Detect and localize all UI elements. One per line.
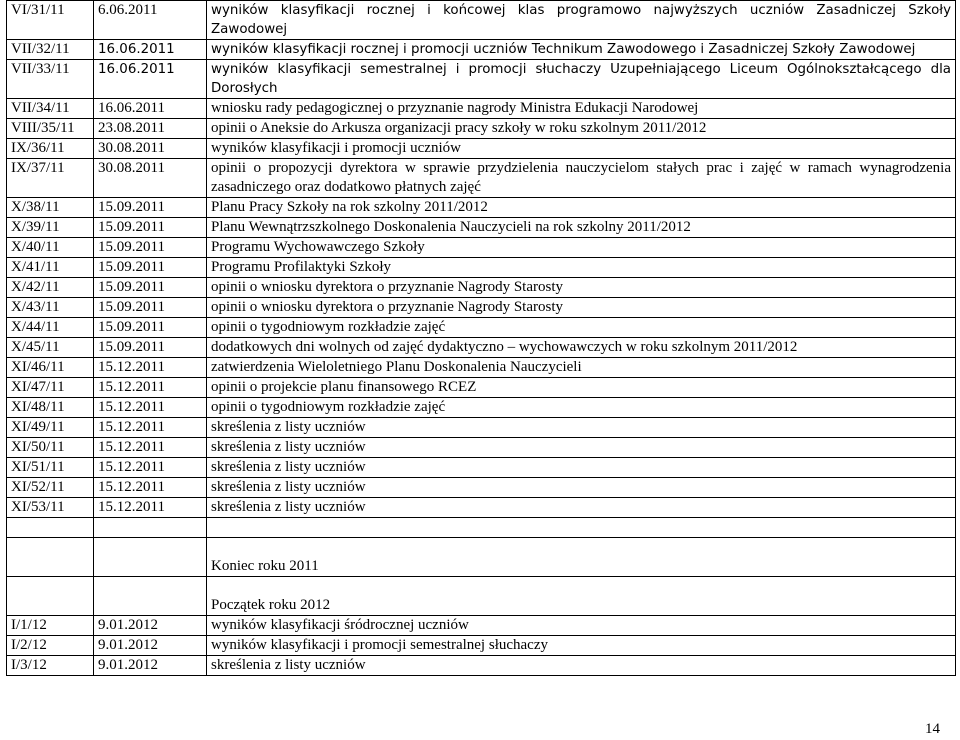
resolution-number: I/3/12 <box>7 656 94 676</box>
table-row <box>7 139 956 159</box>
resolution-number: XI/53/11 <box>7 498 94 518</box>
resolution-number: VII/34/11 <box>7 99 94 119</box>
resolution-number: X/45/11 <box>7 338 94 358</box>
resolution-number: VII/32/11 <box>7 40 94 60</box>
table-body-2011 <box>7 1 956 518</box>
table-row <box>7 1 956 40</box>
resolution-number: XI/52/11 <box>7 478 94 498</box>
resolution-subject: wyników klasyfikacji semestralnej i promocji słuchaczy Uzupełniającego Liceum Ogólnokształcącego dla Dorosłych <box>207 60 956 99</box>
resolution-number: XI/50/11 <box>7 438 94 458</box>
resolution-date: 9.01.2012 <box>94 656 207 676</box>
resolution-date: 15.12.2011 <box>94 458 207 478</box>
resolution-subject: opinii o tygodniowym rozkładzie zajęć <box>207 318 956 338</box>
resolution-date: 16.06.2011 <box>94 99 207 119</box>
table-row <box>7 60 956 99</box>
resolution-number: IX/37/11 <box>7 159 94 198</box>
resolution-subject: opinii o wniosku dyrektora o przyznanie Nagrody Starosty <box>207 298 956 318</box>
resolution-number: XI/46/11 <box>7 358 94 378</box>
resolution-date: 15.09.2011 <box>94 218 207 238</box>
resolution-date: 15.12.2011 <box>94 378 207 398</box>
resolution-date: 15.09.2011 <box>94 298 207 318</box>
resolution-number: X/38/11 <box>7 198 94 218</box>
resolution-subject: skreślenia z listy uczniów <box>207 438 956 458</box>
resolution-date: 15.09.2011 <box>94 318 207 338</box>
resolution-date: 15.09.2011 <box>94 278 207 298</box>
resolution-subject: wyników klasyfikacji rocznej i końcowej klas programowo najwyższych uczniów Zasadniczej Szkoły Zawodowej <box>207 1 956 40</box>
resolution-subject: opinii o projekcie planu finansowego RCEZ <box>207 378 956 398</box>
resolution-number: VIII/35/11 <box>7 119 94 139</box>
table-row <box>7 258 956 278</box>
table-row <box>7 278 956 298</box>
resolution-number: I/2/12 <box>7 636 94 656</box>
resolution-subject: skreślenia z listy uczniów <box>207 458 956 478</box>
resolution-number: X/41/11 <box>7 258 94 278</box>
resolution-date: 9.01.2012 <box>94 616 207 636</box>
resolution-number: I/1/12 <box>7 616 94 636</box>
resolutions-table <box>6 0 956 676</box>
resolution-number: IX/36/11 <box>7 139 94 159</box>
table-row <box>7 498 956 518</box>
table-row <box>7 438 956 458</box>
resolution-date: 16.06.2011 <box>94 60 207 99</box>
table-row <box>7 398 956 418</box>
start-of-year-label: Początek roku 2012 <box>207 577 956 616</box>
table-row <box>7 478 956 498</box>
table-row <box>7 119 956 139</box>
resolution-subject: skreślenia z listy uczniów <box>207 418 956 438</box>
table-row <box>7 99 956 119</box>
resolution-date: 15.09.2011 <box>94 238 207 258</box>
table-row-end-2011 <box>7 538 956 577</box>
resolution-subject: opinii o wniosku dyrektora o przyznanie Nagrody Starosty <box>207 278 956 298</box>
resolution-subject: wyników klasyfikacji i promocji semestralnej słuchaczy <box>207 636 956 656</box>
table-row <box>7 338 956 358</box>
resolution-subject: wyników klasyfikacji śródrocznej uczniów <box>207 616 956 636</box>
table-row <box>7 198 956 218</box>
resolution-subject: skreślenia z listy uczniów <box>207 656 956 676</box>
resolution-number: VII/33/11 <box>7 60 94 99</box>
resolution-subject: skreślenia z listy uczniów <box>207 478 956 498</box>
table-row <box>7 378 956 398</box>
resolution-date: 15.12.2011 <box>94 498 207 518</box>
resolution-date: 30.08.2011 <box>94 159 207 198</box>
resolution-number: X/39/11 <box>7 218 94 238</box>
resolution-subject: wyników klasyfikacji i promocji uczniów <box>207 139 956 159</box>
resolution-date: 9.01.2012 <box>94 636 207 656</box>
end-of-year-label: Koniec roku 2011 <box>207 538 956 577</box>
resolution-date: 15.12.2011 <box>94 478 207 498</box>
resolution-number: X/40/11 <box>7 238 94 258</box>
resolution-number: X/44/11 <box>7 318 94 338</box>
table-row <box>7 636 956 656</box>
table-row <box>7 458 956 478</box>
table-row <box>7 418 956 438</box>
resolution-subject: Planu Wewnątrzszkolnego Doskonalenia Nauczycieli na rok szkolny 2011/2012 <box>207 218 956 238</box>
table-row <box>7 616 956 636</box>
resolution-register <box>6 0 956 676</box>
resolution-number: XI/48/11 <box>7 398 94 418</box>
resolution-subject: Programu Wychowawczego Szkoły <box>207 238 956 258</box>
resolution-number: X/42/11 <box>7 278 94 298</box>
page-number: 14 <box>925 721 940 737</box>
resolution-subject: wniosku rady pedagogicznej o przyznanie nagrody Ministra Edukacji Narodowej <box>207 99 956 119</box>
table-row <box>7 656 956 676</box>
table-body-2012 <box>7 616 956 676</box>
resolution-subject: opinii o Aneksie do Arkusza organizacji pracy szkoły w roku szkolnym 2011/2012 <box>207 119 956 139</box>
resolution-date: 15.09.2011 <box>94 338 207 358</box>
table-row-empty <box>7 518 956 538</box>
table-separator <box>7 518 956 616</box>
table-row <box>7 159 956 198</box>
resolution-date: 16.06.2011 <box>94 40 207 60</box>
table-row <box>7 238 956 258</box>
table-row <box>7 218 956 238</box>
resolution-date: 15.12.2011 <box>94 438 207 458</box>
resolution-subject: zatwierdzenia Wieloletniego Planu Doskonalenia Nauczycieli <box>207 358 956 378</box>
resolution-date: 6.06.2011 <box>94 1 207 40</box>
resolution-date: 30.08.2011 <box>94 139 207 159</box>
resolution-number: X/43/11 <box>7 298 94 318</box>
table-row <box>7 298 956 318</box>
resolution-date: 15.12.2011 <box>94 398 207 418</box>
resolution-date: 15.09.2011 <box>94 258 207 278</box>
table-row <box>7 358 956 378</box>
table-row-start-2012 <box>7 577 956 616</box>
resolution-date: 15.12.2011 <box>94 358 207 378</box>
resolution-subject: wyników klasyfikacji rocznej i promocji uczniów Technikum Zawodowego i Zasadniczej Szkoły Zawodowej <box>207 40 956 60</box>
resolution-number: XI/51/11 <box>7 458 94 478</box>
resolution-subject: opinii o propozycji dyrektora w sprawie przydzielenia nauczycielom stałych prac i zajęć w ramach wynagrodzenia zasadniczego oraz dodatkowo płatnych zajęć <box>207 159 956 198</box>
table-row <box>7 318 956 338</box>
table-row <box>7 40 956 60</box>
resolution-date: 23.08.2011 <box>94 119 207 139</box>
resolution-number: VI/31/11 <box>7 1 94 40</box>
resolution-date: 15.12.2011 <box>94 418 207 438</box>
resolution-date: 15.09.2011 <box>94 198 207 218</box>
resolution-number: XI/47/11 <box>7 378 94 398</box>
resolution-subject: Planu Pracy Szkoły na rok szkolny 2011/2012 <box>207 198 956 218</box>
resolution-subject: Programu Profilaktyki Szkoły <box>207 258 956 278</box>
resolution-subject: opinii o tygodniowym rozkładzie zajęć <box>207 398 956 418</box>
resolution-subject: dodatkowych dni wolnych od zajęć dydaktyczno – wychowawczych w roku szkolnym 2011/2012 <box>207 338 956 358</box>
resolution-subject: skreślenia z listy uczniów <box>207 498 956 518</box>
resolution-number: XI/49/11 <box>7 418 94 438</box>
